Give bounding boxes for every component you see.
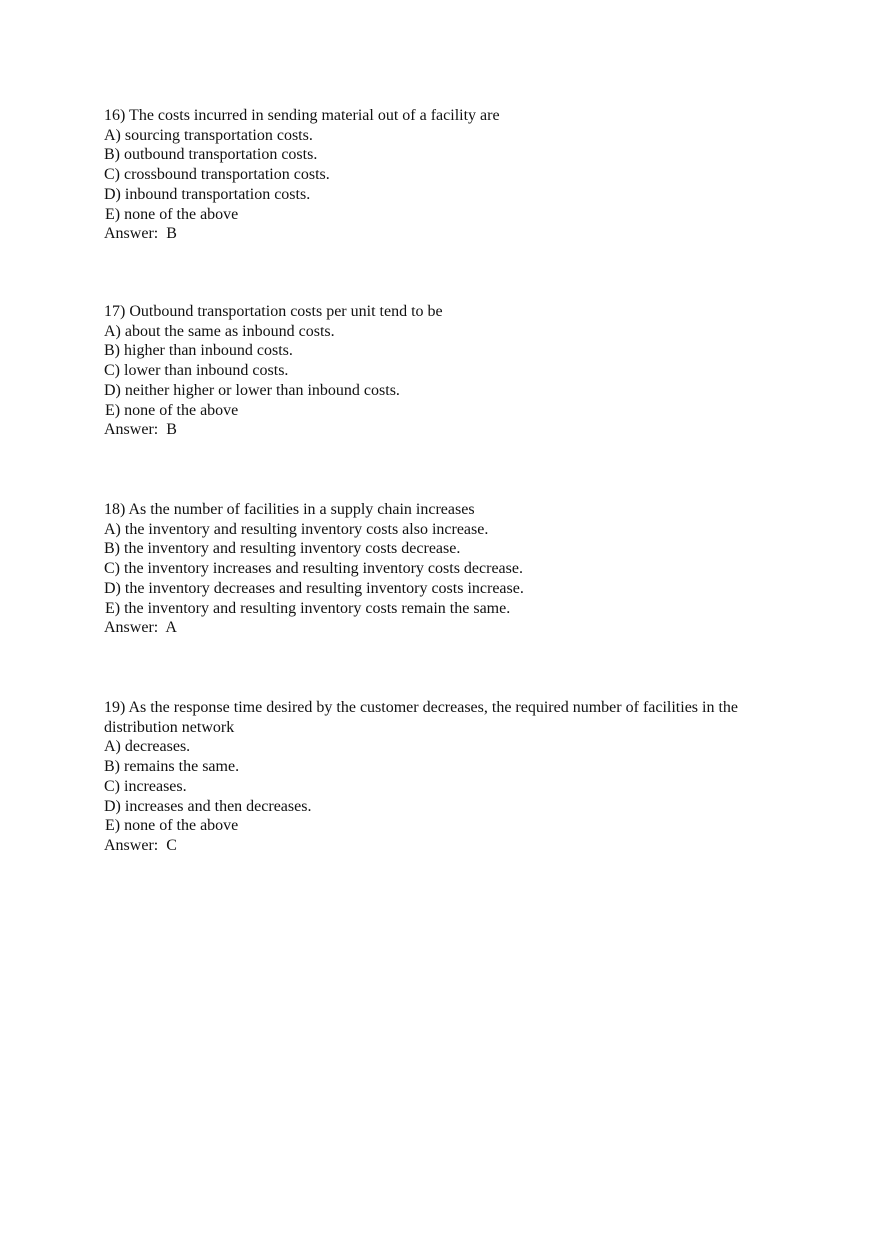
option-e: E) none of the above: [105, 401, 239, 419]
answer-line: Answer: C: [104, 836, 177, 854]
option-b: B) outbound transportation costs.: [104, 146, 318, 164]
question-18: [104, 500, 784, 638]
option-a: A) sourcing transportation costs.: [104, 126, 313, 144]
option-c: C) increases.: [104, 777, 187, 795]
answer-line: Answer: A: [104, 619, 177, 637]
option-d: D) increases and then decreases.: [104, 797, 312, 815]
option-d: D) the inventory decreases and resulting inventory costs increase.: [104, 579, 524, 597]
answer-line: Answer: B: [104, 421, 177, 439]
option-b: B) higher than inbound costs.: [104, 342, 293, 360]
question-16: [104, 106, 784, 244]
option-d: D) neither higher or lower than inbound costs.: [104, 381, 400, 399]
option-e: E) none of the above: [105, 817, 239, 835]
option-e: E) none of the above: [105, 205, 239, 223]
option-a: A) the inventory and resulting inventory costs also increase.: [104, 520, 489, 538]
option-d: D) inbound transportation costs.: [104, 185, 311, 203]
question-17: [104, 302, 784, 440]
answer-line: Answer: B: [104, 225, 177, 243]
question-stem: 19) As the response time desired by the customer decreases, the required number of facilities in the distribution network: [104, 699, 743, 736]
question-stem: 18) As the number of facilities in a supply chain increases: [104, 501, 475, 518]
question-stem: 17) Outbound transportation costs per unit tend to be: [104, 303, 443, 320]
option-c: C) crossbound transportation costs.: [104, 166, 330, 184]
question-19: [104, 698, 784, 856]
option-a: A) about the same as inbound costs.: [104, 322, 335, 340]
option-a: A) decreases.: [104, 738, 191, 756]
question-stem: 16) The costs incurred in sending material out of a facility are: [104, 107, 500, 124]
option-e: E) the inventory and resulting inventory costs remain the same.: [105, 599, 511, 617]
option-b: B) remains the same.: [104, 758, 240, 776]
option-c: C) lower than inbound costs.: [104, 362, 289, 380]
option-c: C) the inventory increases and resulting inventory costs decrease.: [104, 560, 523, 578]
option-b: B) the inventory and resulting inventory costs decrease.: [104, 540, 461, 558]
